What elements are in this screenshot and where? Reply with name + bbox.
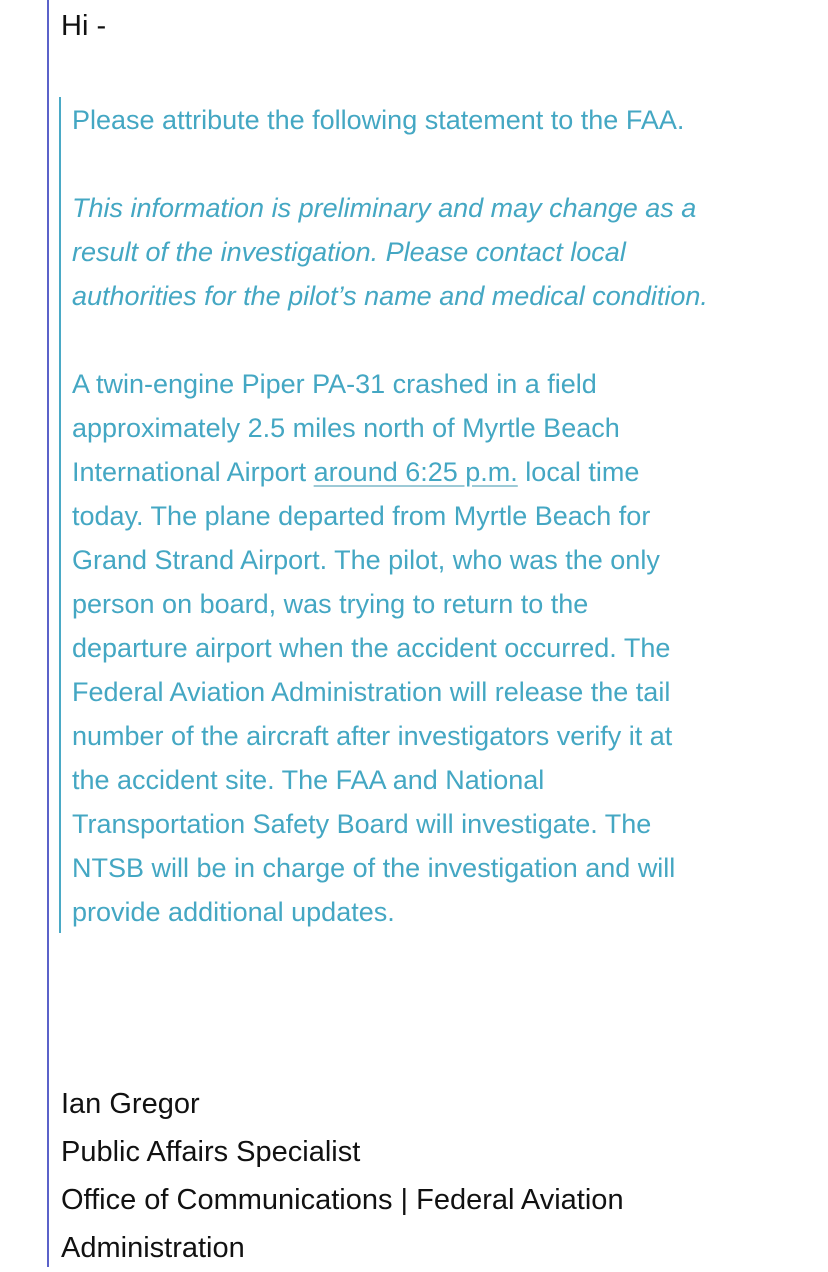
body-line-3 — [72, 450, 822, 494]
greeting-text: Hi - — [61, 10, 107, 42]
signature-office-line-2: Administration — [61, 1232, 245, 1264]
body-line-2: approximately 2.5 miles north of Myrtle Beach — [72, 413, 620, 443]
signature-title: Public Affairs Specialist — [61, 1136, 361, 1168]
body-line-3-suffix: local time — [517, 457, 640, 487]
body-line-1: A twin-engine Piper PA-31 crashed in a field — [72, 369, 597, 399]
disclaimer-line-2: result of the investigation. Please contact local — [72, 237, 626, 267]
body-line-3-prefix: International Airport — [72, 457, 314, 487]
body-line-12: NTSB will be in charge of the investigation and will — [72, 853, 676, 883]
body-line-9: number of the aircraft after investigators verify it at — [72, 721, 673, 751]
email-signature — [61, 1080, 821, 1272]
body-line-11: Transportation Safety Board will investigate. The — [72, 809, 652, 839]
paragraph-spacer — [72, 142, 822, 186]
paragraph-spacer — [72, 318, 822, 362]
body-line-8: Federal Aviation Administration will release the tail — [72, 677, 671, 707]
signature-office-line-1: Office of Communications | Federal Aviation — [61, 1184, 624, 1216]
body-line-5: Grand Strand Airport. The pilot, who was the only — [72, 545, 660, 575]
body-line-10: the accident site. The FAA and National — [72, 765, 545, 795]
quoted-statement — [72, 98, 822, 934]
signature-name: Ian Gregor — [61, 1088, 200, 1120]
inner-quote-bar — [59, 97, 61, 933]
outer-quote-bar — [47, 0, 49, 1267]
body-line-4: today. The plane departed from Myrtle Beach for — [72, 501, 651, 531]
attribution-line: Please attribute the following statement to the FAA. — [72, 105, 685, 135]
time-link[interactable]: around 6:25 p.m. — [313, 457, 518, 487]
disclaimer-line-1: This information is preliminary and may change as a — [72, 193, 697, 223]
body-line-6: person on board, was trying to return to the — [72, 589, 589, 619]
body-line-13: provide additional updates. — [72, 897, 395, 927]
body-line-7: departure airport when the accident occurred. The — [72, 633, 671, 663]
disclaimer-line-3: authorities for the pilot’s name and medical condition. — [72, 281, 708, 311]
